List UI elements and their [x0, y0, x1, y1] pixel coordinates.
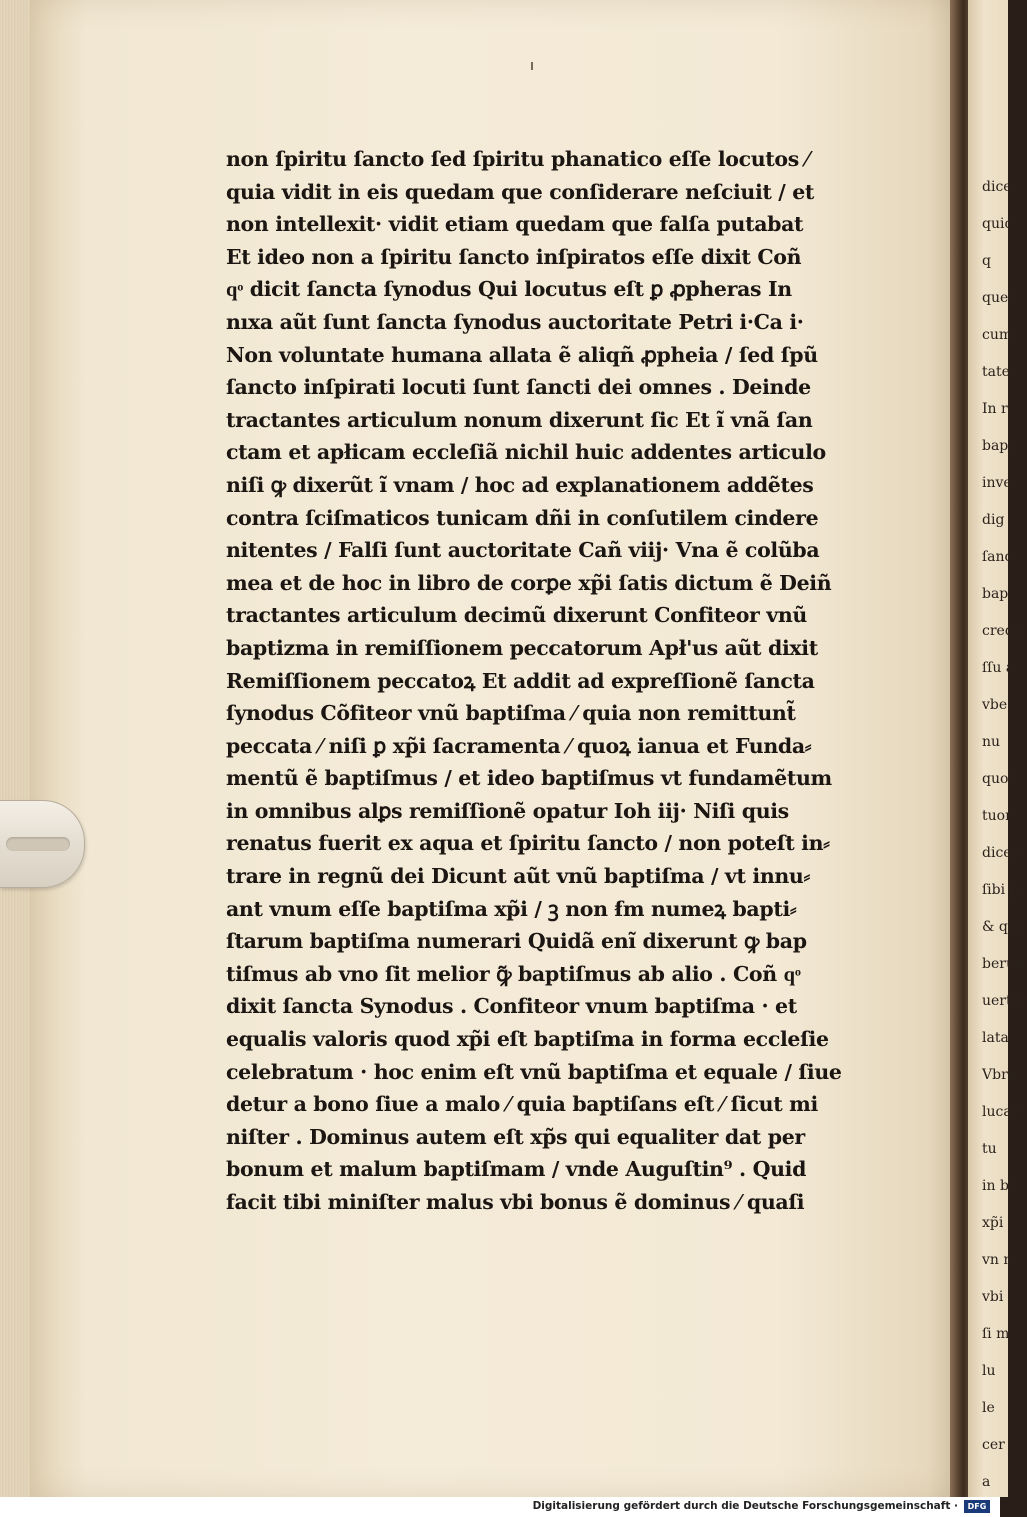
facing-page-fragment: vn n — [982, 1252, 1013, 1268]
facing-page-fragment: uerter — [982, 993, 1027, 1009]
facing-page-fragment: quoſ — [982, 771, 1014, 787]
facing-page-fragment: cer — [982, 1437, 1005, 1453]
facing-page-fragment: berun — [982, 956, 1024, 972]
text-line: tiſmus ab vno ſit melior ꝙ̃ baptiſmus ab alio . Coñ qͦ — [226, 961, 801, 986]
facing-page-fragment: quic — [982, 216, 1013, 232]
text-line: celebratum · hoc enim eſt vnũ baptiſma et equale / ſiue — [226, 1059, 842, 1084]
facing-page-fragment: dice — [982, 179, 1012, 195]
facing-page-fragment: nu — [982, 734, 1001, 750]
facing-page-fragment: cum — [982, 327, 1013, 343]
facing-page-fragment: q — [982, 253, 991, 269]
facing-page-fragment: In r — [982, 401, 1008, 417]
text-line: quia vidit in eis quedam que conſiderare neſciuit / et — [226, 179, 815, 204]
facing-page-fragment: a — [982, 1474, 991, 1490]
text-line: ctam et apłicam eccleſiã nichil huic addentes articulo — [226, 440, 826, 465]
facing-page-fragment: bap — [982, 586, 1009, 602]
facing-page-fragment: tate — [982, 364, 1010, 380]
tab-groove — [6, 837, 70, 851]
text-line: niſi ꝙ dixerũt ĩ vnam / hoc ad explanationem addẽtes — [226, 472, 814, 497]
text-line: contra ſciſmaticos tunicam dñi in conſutilem cindere — [226, 505, 819, 530]
text-line: peccata ⁄ niſi ꝑ xp̃i ſacramenta ⁄ quoꝝ ianua et Funda⸗ — [226, 733, 812, 758]
facing-page-fragment: ſi m — [982, 1326, 1010, 1342]
facing-page-fragment: tu — [982, 1141, 997, 1157]
facing-page-fragment: lata — [982, 1030, 1009, 1046]
text-line: mentũ ẽ baptiſmus / et ideo baptiſmus vt fundamẽtum — [226, 766, 832, 791]
facing-page-fragment: vbi — [982, 1289, 1004, 1305]
dfg-logo: DFG — [964, 1500, 990, 1513]
text-line: mea et de hoc in libro de corꝑe xp̃i ſatis dictum ẽ Deiñ — [226, 570, 832, 595]
text-line: niſter . Dominus autem eſt xp̃s qui equaliter dat per — [226, 1124, 805, 1149]
text-line: ant vnum eſſe baptiſma xp̃i / ꝫ non ẜm numeꝝ bapti⸗ — [226, 896, 797, 921]
text-line: ſtarum baptiſma numerari Quidã enĩ dixerunt ꝙ bap — [226, 929, 807, 954]
facing-page-fragment: inve — [982, 475, 1012, 491]
facing-page-edge — [968, 0, 1027, 1497]
facing-page-fragment: Vbra — [982, 1067, 1017, 1083]
text-line: ſynodus Cõfiteor vnũ baptiſma ⁄ quia non remittunt̃ — [226, 701, 796, 726]
text-line: qͦ dicit ſancta ſynodus Qui locutus eſt ꝑ ꝓpheras In — [226, 277, 792, 302]
facing-page-fragment: dig — [982, 512, 1005, 528]
text-line: nıxa aũt ſunt ſancta ſynodus auctoritate Petri i·Ca i· — [226, 309, 804, 334]
text-line: dixit ſancta Synodus . Confiteor vnum baptiſma · et — [226, 994, 797, 1019]
facing-page-fragment: quen — [982, 290, 1018, 306]
facing-page-fragment: in bo — [982, 1178, 1018, 1194]
text-line: Et ideo non a ſpiritu ſancto inſpiratos eſſe dixit Coñ — [226, 244, 802, 269]
marginal-mark — [531, 62, 533, 70]
facing-page-fragment: xp̃i — [982, 1215, 1004, 1231]
text-line: trare in regnũ dei Dicunt aũt vnũ baptiſma / vt innu⸗ — [226, 864, 810, 889]
facing-page-fragment: lucar — [982, 1104, 1019, 1120]
text-line: non ſpiritu ſancto ſed ſpiritu phanatico eſſe locutos ⁄ — [226, 147, 809, 171]
text-line: bonum et malum baptiſmam / vnde Auguſtin⁹ . Quid — [226, 1157, 807, 1182]
facing-page-fragment: & que — [982, 919, 1026, 935]
text-line: in omnibus alꝑs remiſſionẽ opatur Ioh iij· Niſi quis — [226, 798, 789, 823]
incunable-text-block — [226, 143, 842, 1219]
text-line: equalis valoris quod xp̃i eſt baptiſma in forma eccleſie — [226, 1027, 829, 1052]
text-line: non intellexit· vidit etiam quedam que falſa putabat — [226, 212, 804, 237]
text-line: renatus fuerit ex aqua et ſpiritu ſancto / non poteſt in⸗ — [226, 831, 830, 856]
facing-page-fragment: tuor — [982, 808, 1012, 824]
text-line: Remiſſionem peccatoꝝ Et addit ad expreſſionẽ ſancta — [226, 668, 815, 693]
facing-page-fragment: ſibi p — [982, 882, 1019, 898]
text-line: ſancto inſpirati locuti ſunt ſancti dei omnes . Deinde — [226, 375, 811, 400]
facing-page-fragment: vbe — [982, 697, 1008, 713]
text-line: nitentes / Falſi ſunt auctoritate Cañ viij· Vna ẽ colũba — [226, 538, 820, 563]
facing-page-fragment: ſanc — [982, 549, 1013, 565]
facing-page-fragment: bapt — [982, 438, 1014, 454]
facing-page-fragment: le — [982, 1400, 995, 1416]
facing-page-fragment: dicer — [982, 845, 1019, 861]
text-line: Non voluntate humana allata ẽ aliqñ ꝓpheia / ſed ſpũ — [226, 342, 818, 367]
text-line: baptizma in remiſſionem peccatorum Apł'us aũt dixit — [226, 635, 818, 660]
facing-page-fragment: crede — [982, 623, 1023, 639]
text-line: facit tibi miniſter malus vbi bonus ẽ dominus ⁄ quaſi — [226, 1190, 805, 1214]
text-line: tractantes articulum nonum dixerunt ſic Et ĩ vnã ſan — [226, 407, 813, 432]
page-holder-tab — [0, 800, 85, 888]
left-page-edges — [0, 0, 32, 1497]
footer-bar — [0, 1497, 1000, 1517]
funding-credit: Digitalisierung gefördert durch die Deutsche Forschungsgemeinschaft · — [532, 1500, 958, 1512]
text-line: detur a bono ſiue a malo ⁄ quia baptiſans eſt ⁄ ſicut mi — [226, 1092, 818, 1117]
facing-page-fragment: lu — [982, 1363, 996, 1379]
facing-page-fragment: ſſu a — [982, 660, 1015, 676]
text-line: tractantes articulum decimũ dixerunt Confiteor vnũ — [226, 603, 807, 628]
